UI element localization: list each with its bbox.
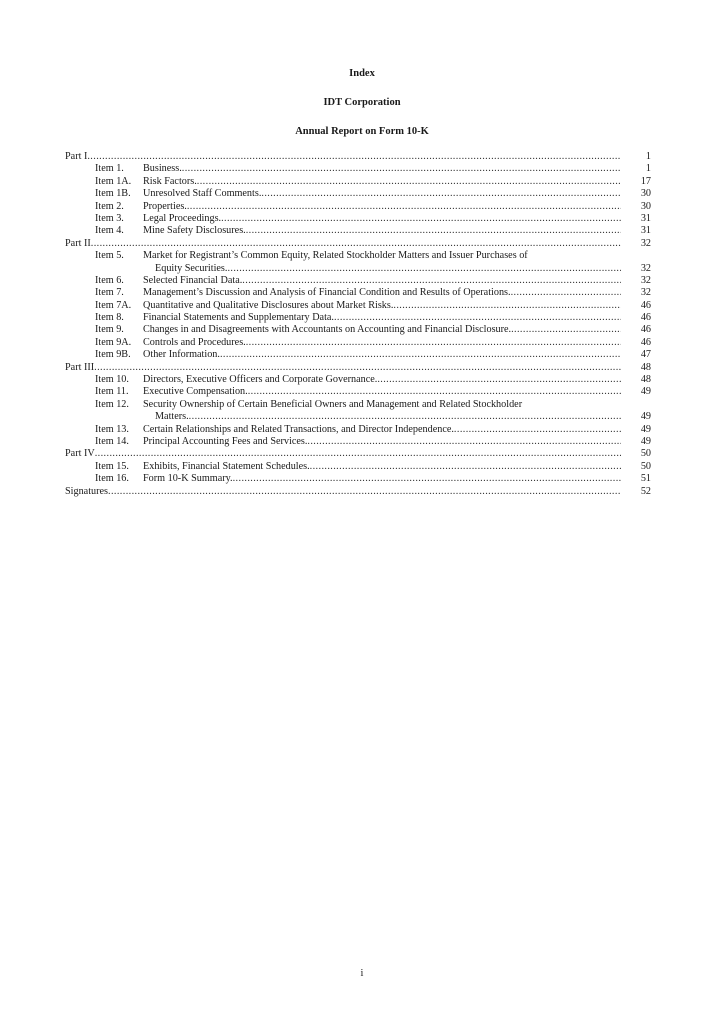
dot-leader — [187, 201, 621, 213]
toc-item-row[interactable] — [65, 163, 651, 175]
index-heading: Index — [349, 68, 375, 79]
toc-page-number: 30 — [640, 188, 651, 200]
toc-page-number: 32 — [640, 262, 651, 274]
toc-page-number: 48 — [640, 374, 651, 386]
toc-item-number: Item 3. — [95, 212, 124, 224]
dot-leader — [246, 337, 621, 349]
toc-item-title-line1: Market for Registrant’s Common Equity, Related Stockholder Matters and Issuer Purchases of — [143, 250, 528, 262]
toc-item-title-line2: Equity Securities. — [155, 262, 228, 274]
toc-part-title: Part IV — [65, 448, 95, 460]
dot-leader — [233, 473, 621, 485]
dot-leader — [454, 424, 621, 436]
dot-leader — [182, 163, 621, 175]
dot-leader — [220, 349, 621, 361]
toc-item-title: Mine Safety Disclosures. — [143, 225, 246, 237]
toc-item-number: Item 6. — [95, 274, 124, 286]
dot-leader — [393, 300, 621, 312]
toc-page-number: 32 — [640, 237, 651, 249]
toc-page-number: 49 — [640, 436, 651, 447]
dot-leader — [95, 448, 621, 460]
toc-item-title: Form 10-K Summary. — [143, 473, 233, 485]
toc-item-number: Item 4. — [95, 225, 124, 237]
dot-leader — [511, 287, 621, 299]
toc-item-row[interactable] — [65, 349, 651, 361]
toc-item-row[interactable] — [65, 399, 651, 424]
toc-page-number: 46 — [640, 336, 651, 348]
toc-item-title: Financial Statements and Supplementary Data. — [143, 312, 334, 324]
toc-page-number: 49 — [640, 411, 651, 423]
toc-item-row[interactable] — [65, 275, 651, 287]
dot-leader — [248, 386, 621, 398]
toc-item-title: Quantitative and Qualitative Disclosures about Market Risks. — [143, 299, 394, 311]
toc-item-row[interactable] — [65, 324, 651, 336]
toc-part-title: Signatures — [65, 485, 109, 497]
toc-item-title: Directors, Executive Officers and Corporate Governance. — [143, 374, 378, 386]
toc-item-number: Item 9A. — [95, 336, 132, 348]
dot-leader — [246, 225, 621, 237]
dot-leader — [189, 411, 621, 423]
toc-page-number: 1 — [645, 163, 651, 175]
toc-item-title: Changes in and Disagreements with Accountants on Accounting and Financial Disclosure. — [143, 324, 512, 336]
dot-leader — [91, 238, 621, 250]
toc-item-title: Other Information. — [143, 349, 220, 361]
toc-item-row[interactable] — [65, 374, 651, 386]
toc-page-number: 46 — [640, 312, 651, 324]
toc-page-number: 52 — [640, 485, 651, 497]
toc-item-title: Management’s Discussion and Analysis of Financial Condition and Results of Operations. — [143, 287, 511, 299]
toc-page-number: 46 — [640, 299, 651, 311]
toc-page-number: 32 — [640, 274, 651, 286]
toc-item-row[interactable] — [65, 337, 651, 349]
toc-item-number: Item 10. — [95, 374, 129, 386]
toc-item-number: Item 8. — [95, 312, 124, 324]
toc-page-number: 31 — [640, 225, 651, 237]
toc-page-number: 46 — [640, 324, 651, 336]
toc-item-number: Item 12. — [95, 398, 129, 410]
toc-item-title: Legal Proceedings. — [143, 212, 222, 224]
toc-item-row[interactable] — [65, 176, 651, 188]
toc-item-title: Unresolved Staff Comments. — [143, 188, 262, 200]
toc-item-title: Properties. — [143, 200, 187, 212]
toc-item-number: Item 13. — [95, 423, 129, 435]
table-of-contents — [65, 151, 651, 498]
toc-item-row[interactable] — [65, 386, 651, 398]
toc-item-number: Item 1. — [95, 163, 124, 175]
toc-item-title: Risk Factors. — [143, 175, 197, 187]
toc-part-title: Part I — [65, 150, 88, 162]
toc-item-row[interactable] — [65, 424, 651, 436]
toc-item-number: Item 5. — [95, 250, 124, 262]
toc-item-row[interactable] — [65, 250, 651, 275]
toc-item-number: Item 7. — [95, 287, 124, 299]
toc-item-number: Item 11. — [95, 386, 129, 398]
dot-leader — [310, 461, 621, 473]
toc-item-row[interactable] — [65, 287, 651, 299]
toc-item-title: Selected Financial Data. — [143, 274, 243, 286]
toc-item-number: Item 1B. — [95, 188, 131, 200]
toc-item-title: Principal Accounting Fees and Services. — [143, 436, 308, 447]
toc-item-title: Executive Compensation. — [143, 386, 248, 398]
toc-item-number: Item 14. — [95, 436, 129, 448]
toc-item-row[interactable] — [65, 225, 651, 237]
toc-part-row[interactable] — [65, 151, 651, 163]
toc-item-title: Controls and Procedures. — [143, 336, 246, 348]
toc-part-title: Part III — [65, 361, 95, 373]
toc-page-number: 49 — [640, 423, 651, 435]
toc-item-row[interactable] — [65, 461, 651, 473]
toc-item-number: Item 9B. — [95, 349, 131, 361]
toc-item-title: Business. — [143, 163, 182, 175]
toc-item-row[interactable] — [65, 213, 651, 225]
toc-item-number: Item 9. — [95, 324, 124, 336]
toc-item-number: Item 2. — [95, 200, 124, 212]
dot-leader — [261, 188, 621, 200]
toc-part-row[interactable] — [65, 238, 651, 250]
toc-item-number: Item 15. — [95, 460, 129, 472]
page-number: i — [360, 968, 364, 979]
toc-part-title: Part II — [65, 237, 91, 249]
toc-item-row[interactable] — [65, 473, 651, 485]
toc-page-number: 50 — [640, 460, 651, 472]
toc-page-number: 32 — [640, 287, 651, 299]
toc-item-title-line2: Matters. — [155, 411, 189, 423]
toc-item-number: Item 1A. — [95, 175, 132, 187]
toc-item-row[interactable] — [65, 436, 651, 448]
dot-leader — [94, 362, 621, 374]
dot-leader — [227, 263, 621, 275]
toc-page-number: 47 — [640, 349, 651, 361]
dot-leader — [197, 176, 621, 188]
dot-leader — [108, 486, 621, 498]
dot-leader — [242, 275, 621, 287]
toc-item-title-line1: Security Ownership of Certain Beneficial Owners and Management and Related Stockholder — [143, 398, 523, 410]
toc-page-number: 50 — [640, 448, 651, 460]
toc-item-title: Exhibits, Financial Statement Schedules. — [143, 460, 310, 472]
dot-leader — [511, 324, 621, 336]
dot-leader — [377, 374, 621, 386]
toc-page-number: 49 — [640, 386, 651, 398]
toc-page-number: 17 — [640, 175, 651, 187]
toc-page-number: 30 — [640, 200, 651, 212]
report-title: Annual Report on Form 10-K — [295, 126, 429, 137]
toc-part-row[interactable] — [65, 486, 651, 498]
toc-part-row[interactable] — [65, 362, 651, 374]
dot-leader — [307, 436, 621, 448]
toc-item-row[interactable] — [65, 300, 651, 312]
toc-page-number: 31 — [640, 212, 651, 224]
dot-leader — [334, 312, 621, 324]
toc-item-number: Item 7A. — [95, 299, 132, 311]
toc-page-number: 51 — [640, 473, 651, 485]
toc-item-number: Item 16. — [95, 473, 129, 485]
company-name: IDT Corporation — [323, 97, 401, 108]
dot-leader — [221, 213, 621, 225]
toc-page-number: 48 — [640, 361, 651, 373]
toc-page-number: 1 — [645, 150, 651, 162]
dot-leader — [87, 151, 621, 163]
toc-item-row[interactable] — [65, 312, 651, 324]
toc-part-row[interactable] — [65, 448, 651, 460]
toc-item-title: Certain Relationships and Related Transactions, and Director Independence. — [143, 423, 454, 435]
toc-item-row[interactable] — [65, 188, 651, 200]
toc-item-row[interactable] — [65, 201, 651, 213]
